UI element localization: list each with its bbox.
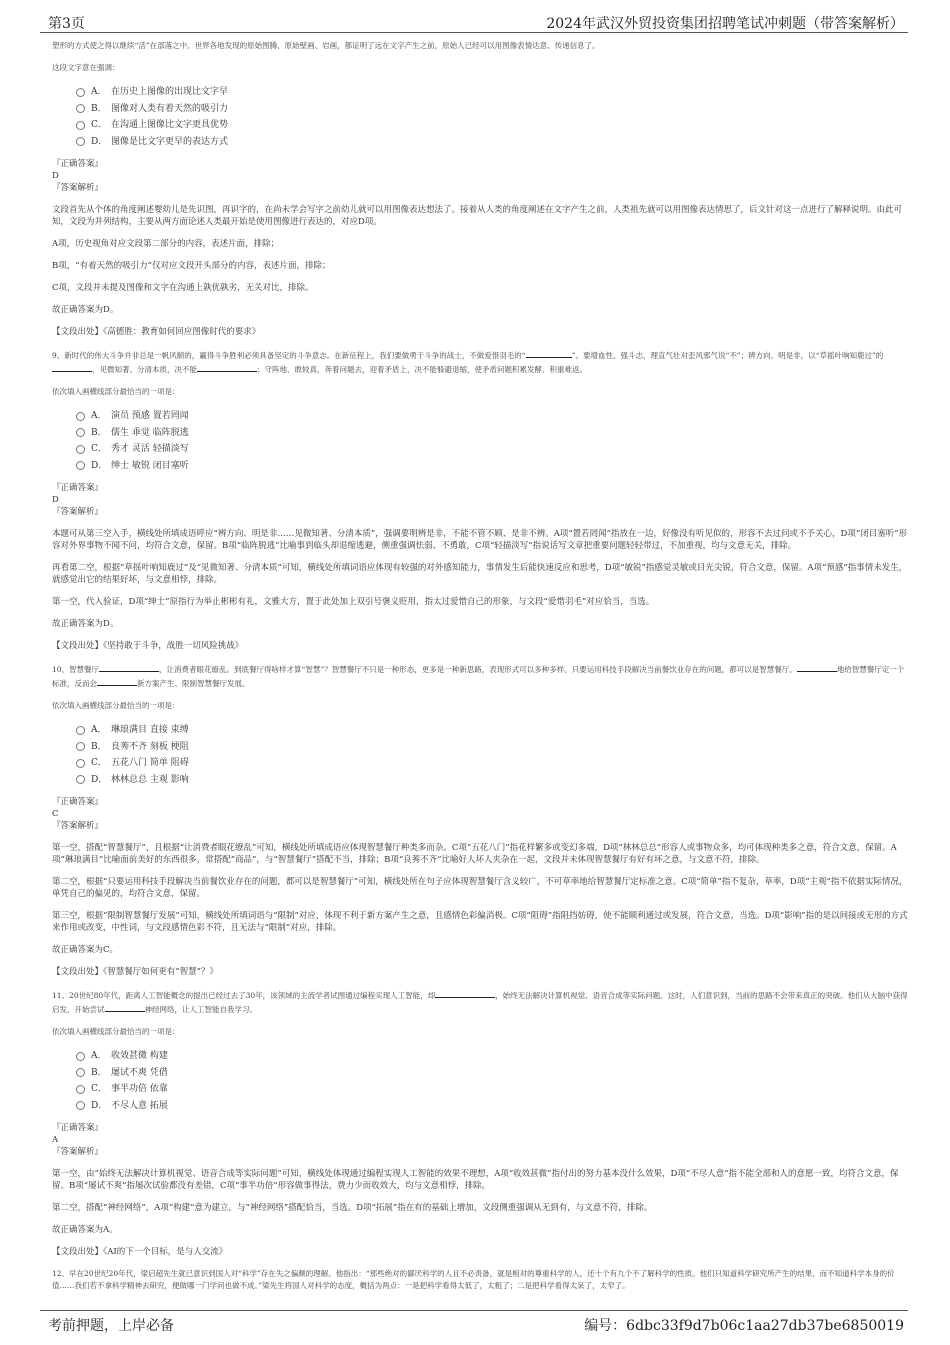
question-prompt: 依次填入画横线部分最恰当的一项是：: [52, 387, 180, 396]
question-9: [52, 348, 908, 652]
analysis-label: 『答案解析』: [52, 183, 104, 193]
analysis-paragraph: 第一空，由“始终无法解决计算机视觉、语音合成等实际问题”可知，横线处体现通过编程实现人工智能的效果不理想，A项“收效甚微”指付出的努力基本没什么效果，D项“不尽人意”指不能全部和人的意愿一致，均符合文意，保留。B项“屡试不爽”指屡次试验都没有差错，C项“事半功倍”形容做事得法，费力少而收效大，均与文意相悖，排除。: [52, 1169, 899, 1191]
radio-icon[interactable]: [76, 88, 85, 97]
question-prompt: 这段文字意在强调：: [52, 63, 120, 72]
option-c[interactable]: C． 事半功倍 依靠: [76, 1081, 908, 1098]
radio-icon[interactable]: [76, 104, 85, 113]
radio-icon[interactable]: [76, 726, 85, 735]
option-a[interactable]: A． 在历史上图像的出现比文字早: [76, 84, 908, 101]
fill-blank[interactable]: [197, 362, 257, 372]
radio-icon[interactable]: [76, 775, 85, 784]
analysis-paragraph: 本题可从第三空入手，横线处所填成语呼应“辨方向、明是非……见微知著、分清本质”，强调要明辨是非，不能不管不顾、是非不辨。A项“置若罔闻”指放在一边，好像没有听见似的，形容不去过问或不予关心，D项“闭目塞听”形容对外界事物不闻不问，均符合文意，保留。B项“临阵脱逃”比喻事到临头却退缩逃避，侧重强调怯弱、不勇敢，C项“轻描淡写”指说话写文章把重要问题轻轻带过，不加重视，均与文意无关，排除。: [52, 529, 908, 551]
source-citation: 【文段出处】《AI的下一个目标，是与人交流》: [52, 1247, 228, 1257]
analysis-paragraph: 第三空，根据“限制智慧餐厅发展”可知，横线处所填词语与“限制”对应，体现不利于新方案产生之意，且感情色彩偏消极。C项“阻碍”指阻挡妨碍，使不能顺利通过或发展，符合文意，当选。D项“影响”指的是以间接或无形的方式来作用或改变，中性词，与文段感情色彩不符，且无法与“限制”对应，排除。: [52, 911, 908, 933]
analysis-paragraph: 故正确答案为A。: [52, 1225, 118, 1235]
radio-icon[interactable]: [76, 445, 85, 454]
options-list: [76, 722, 908, 788]
fill-blank[interactable]: [797, 662, 837, 672]
analysis-paragraph: 文段首先从个体的角度阐述婴幼儿是先识图，再识字的，在尚未学会写字之前幼儿就可以用图像表达想法了。接着从人类的角度阐述在文字产生之前，人类祖先就可以用图像表达情思了，后文针对这一点进行了解释说明。由此可知，文段为并列结构，主要从两方面论述人类最开始是使用图像进行表达的，对应D项。: [52, 205, 903, 227]
answer-label: 『正确答案』: [52, 797, 104, 807]
answer-label: 『正确答案』: [52, 483, 104, 493]
option-a[interactable]: A． 收效甚微 构建: [76, 1048, 908, 1065]
question-prompt: 依次填入画横线部分最恰当的一项是：: [52, 1027, 180, 1036]
page-number: 第3页: [48, 16, 85, 32]
analysis-label: 『答案解析』: [52, 821, 104, 831]
source-citation: 【文段出处】《坚持敢于斗争，战胜一切风险挑战》: [52, 641, 244, 651]
answer-value: C: [52, 809, 59, 819]
fill-blank[interactable]: [99, 662, 159, 672]
options-list: [76, 1048, 908, 1114]
analysis-paragraph: 第二空，根据“只要运用科技手段解决当前餐饮业存在的问题，都可以是智慧餐厅”可知，横线处所在句子应体现智慧餐厅含义较广，不可草率地给智慧餐厅定标准之意。C项“简单”指不复杂，草率，D项“主观”指不依据实际情况，单凭自己的偏见的，均符合文意，保留。: [52, 877, 908, 899]
option-c[interactable]: C． 在沟通上图像比文字更具优势: [76, 117, 908, 134]
question-8: [52, 62, 908, 338]
analysis-paragraph: 再看第二空，根据“草摇叶响知鹿过”及“见微知著、分清本质”可知，横线处所填词语应体现有较强的对外感知能力，事情发生后能快速反应和思考，D项“敏锐”指感觉灵敏或目光尖锐，符合文意，保留。A项“预感”指事情未发生，就感觉出它的结果好坏，与文意相悖，排除。: [52, 563, 908, 585]
question-12-stem: 12、早在20世纪20年代，梁启超先生就已意识到国人对“科学”存在失之偏颇的理解。他指出：“那些绝对的鄙厌科学的人且不必责备，就是相对的尊重科学的人，还十个有九个不了解科学的性质。他们只知道科学研究所产生的结果，而不知道科学本身的价值……我们若不拿科学精神去研究，便做哪一门学问也做不成。”梁先生将国人对科学的态度，概括为两点：一是把科学看得太低了，太粗了；二是把科学看得太呆了，太窄了。: [52, 1269, 895, 1290]
answer-value: D: [52, 495, 59, 505]
document-id: 编号：6dbc33f9d7b06c1aa27db37be6850019: [584, 1318, 904, 1334]
options-list: [76, 84, 908, 150]
analysis-paragraph: A项，历史视角对应文段第二部分的内容，表述片面，排除；: [52, 239, 280, 249]
analysis-paragraph: 第二空，搭配“神经网络”，A项“构建”意为建立，与“神经网络”搭配恰当，当选。D项“拓展”指在有的基础上增加，文段侧重强调从无到有，与文意不符，排除。: [52, 1203, 653, 1213]
source-citation: 【文段出处】《智慧餐厅如何更有“智慧”？》: [52, 967, 218, 977]
option-b[interactable]: B． 良莠不齐 刻板 梗阻: [76, 739, 908, 756]
analysis-paragraph: 第一空，搭配“智慧餐厅”，且根据“让消费者眼花缭乱”可知，横线处所填成语应体现智慧餐厅种类多而杂。C项“五花八门”指花样繁多或变幻多端，D项“林林总总”形容人或事物众多，均可体现种类多之意，符合文意，保留。A项“琳琅满目”比喻面前美好的东西很多，常搭配“商品”，与“智慧餐厅”搭配不当，排除；B项“良莠不齐”比喻好人坏人夹杂在一起，文段并未体现智慧餐厅有好有坏之意，与文意不符，排除。: [52, 843, 897, 865]
fill-blank[interactable]: [435, 988, 495, 998]
option-b[interactable]: B． 儒生 乖觉 临阵脱逃: [76, 425, 908, 442]
question-prompt: 依次填入画横线部分最恰当的一项是：: [52, 701, 180, 710]
page-header: [40, 10, 908, 33]
answer-value: A: [52, 1135, 59, 1145]
document-body: [52, 40, 908, 1292]
radio-icon[interactable]: [76, 1068, 85, 1077]
option-d[interactable]: D． 林林总总 主观 影响: [76, 772, 908, 789]
footer-slogan: 考前押题，上岸必备: [48, 1318, 174, 1334]
radio-icon[interactable]: [76, 137, 85, 146]
analysis-label: 『答案解析』: [52, 1147, 104, 1157]
radio-icon[interactable]: [76, 412, 85, 421]
intro-text: 塑形的方式使之得以继续“活”在部落之中。世界各地发现的原始图腾、原始壁画、岩画，都证明了远在文字产生之前，原始人已经可以用图像表情达意、传递信息了。: [52, 41, 600, 50]
radio-icon[interactable]: [76, 428, 85, 437]
fill-blank[interactable]: [105, 1002, 145, 1012]
question-11: [52, 988, 908, 1258]
page-footer: [40, 1310, 908, 1333]
analysis-paragraph: 故正确答案为D。: [52, 619, 119, 629]
radio-icon[interactable]: [76, 1101, 85, 1110]
analysis-paragraph: B项，“有着天然的吸引力”仅对应文段开头部分的内容，表述片面，排除；: [52, 261, 331, 271]
option-c[interactable]: C． 五花八门 简单 阻碍: [76, 755, 908, 772]
analysis-label: 『答案解析』: [52, 507, 104, 517]
option-d[interactable]: D． 图像是比文字更早的表达方式: [76, 134, 908, 151]
answer-label: 『正确答案』: [52, 159, 104, 169]
question-10: [52, 662, 908, 978]
option-a[interactable]: A． 琳琅满目 直接 束缚: [76, 722, 908, 739]
option-a[interactable]: A． 演员 预感 置若罔闻: [76, 408, 908, 425]
radio-icon[interactable]: [76, 742, 85, 751]
radio-icon[interactable]: [76, 121, 85, 130]
radio-icon[interactable]: [76, 759, 85, 768]
radio-icon[interactable]: [76, 461, 85, 470]
analysis-paragraph: 第一空，代入验证，D项“绅士”原指行为举止彬彬有礼，文雅大方，置于此处加上双引号褒义贬用，指太过爱惜自己的形象，与文段“爱惜羽毛”对应恰当，当选。: [52, 597, 655, 607]
fill-blank[interactable]: [52, 362, 92, 372]
option-b[interactable]: B． 屡试不爽 凭借: [76, 1065, 908, 1082]
radio-icon[interactable]: [76, 1052, 85, 1061]
radio-icon[interactable]: [76, 1085, 85, 1094]
fill-blank[interactable]: [97, 676, 137, 686]
document-title: 2024年武汉外贸投资集团招聘笔试冲刺题（带答案解析）: [546, 16, 904, 32]
question-stem: 11、20世纪80年代，距离人工智能概念的提出已经过去了30年，该领域的主流学者试图通过编程实现人工智能，却 ，始终无法解决计算机视觉、语音合成等实际问题。这时，人们意识到，当前的思路不会带来真正的突破。他们从大脑中获得启发，开始尝试 神经网络，让人工智能自我学习。: [52, 988, 908, 1016]
answer-label: 『正确答案』: [52, 1123, 104, 1133]
question-stem: 9、新时代的伟大斗争并非总是一帆风顺的，赢得斗争胜利必须具备坚定的斗争意志。在新征程上，我们要做勇于斗争的战士，不做爱惜羽毛的“ ”。要增血性、强斗志，理直气壮对歪风邪气说“不”；辨方向、明是非，以“草摇叶响知鹿过”的，见微知著、分清本质，决不能 ；守阵地、敢较真，奔着问题去，迎着矛盾上，决不能躲避退缩，使矛盾问题积累发酵、积重难返。: [52, 348, 908, 376]
options-list: [76, 408, 908, 474]
source-citation: 【文段出处】《高德胜：教育如何回应图像时代的要求》: [52, 327, 261, 337]
option-d[interactable]: D． 绅士 敏锐 闭目塞听: [76, 458, 908, 475]
fill-blank[interactable]: [526, 348, 572, 358]
option-c[interactable]: C． 秀才 灵活 轻描淡写: [76, 441, 908, 458]
analysis-paragraph: C项，文段并未提及图像和文字在沟通上孰优孰劣，无关对比，排除。: [52, 283, 314, 293]
answer-value: D: [52, 171, 59, 181]
option-d[interactable]: D． 不尽人意 拓展: [76, 1098, 908, 1115]
analysis-paragraph: 故正确答案为C。: [52, 945, 119, 955]
analysis-paragraph: 故正确答案为D。: [52, 305, 119, 315]
question-stem: 10、智慧餐厅 ，让消费者眼花缭乱。到底餐厅得啥样才算“智慧”？智慧餐厅不只是一种形态，更多是一种新思路，表现形式可以多种多样。只要运用科技手段解决当前餐饮业存在的问题，都可以是智慧餐厅。 地给智慧餐厅定一个标准，反而会 新方案产生、限制智慧餐厅发展。: [52, 662, 908, 690]
option-b[interactable]: B． 图像对人类有着天然的吸引力: [76, 101, 908, 118]
